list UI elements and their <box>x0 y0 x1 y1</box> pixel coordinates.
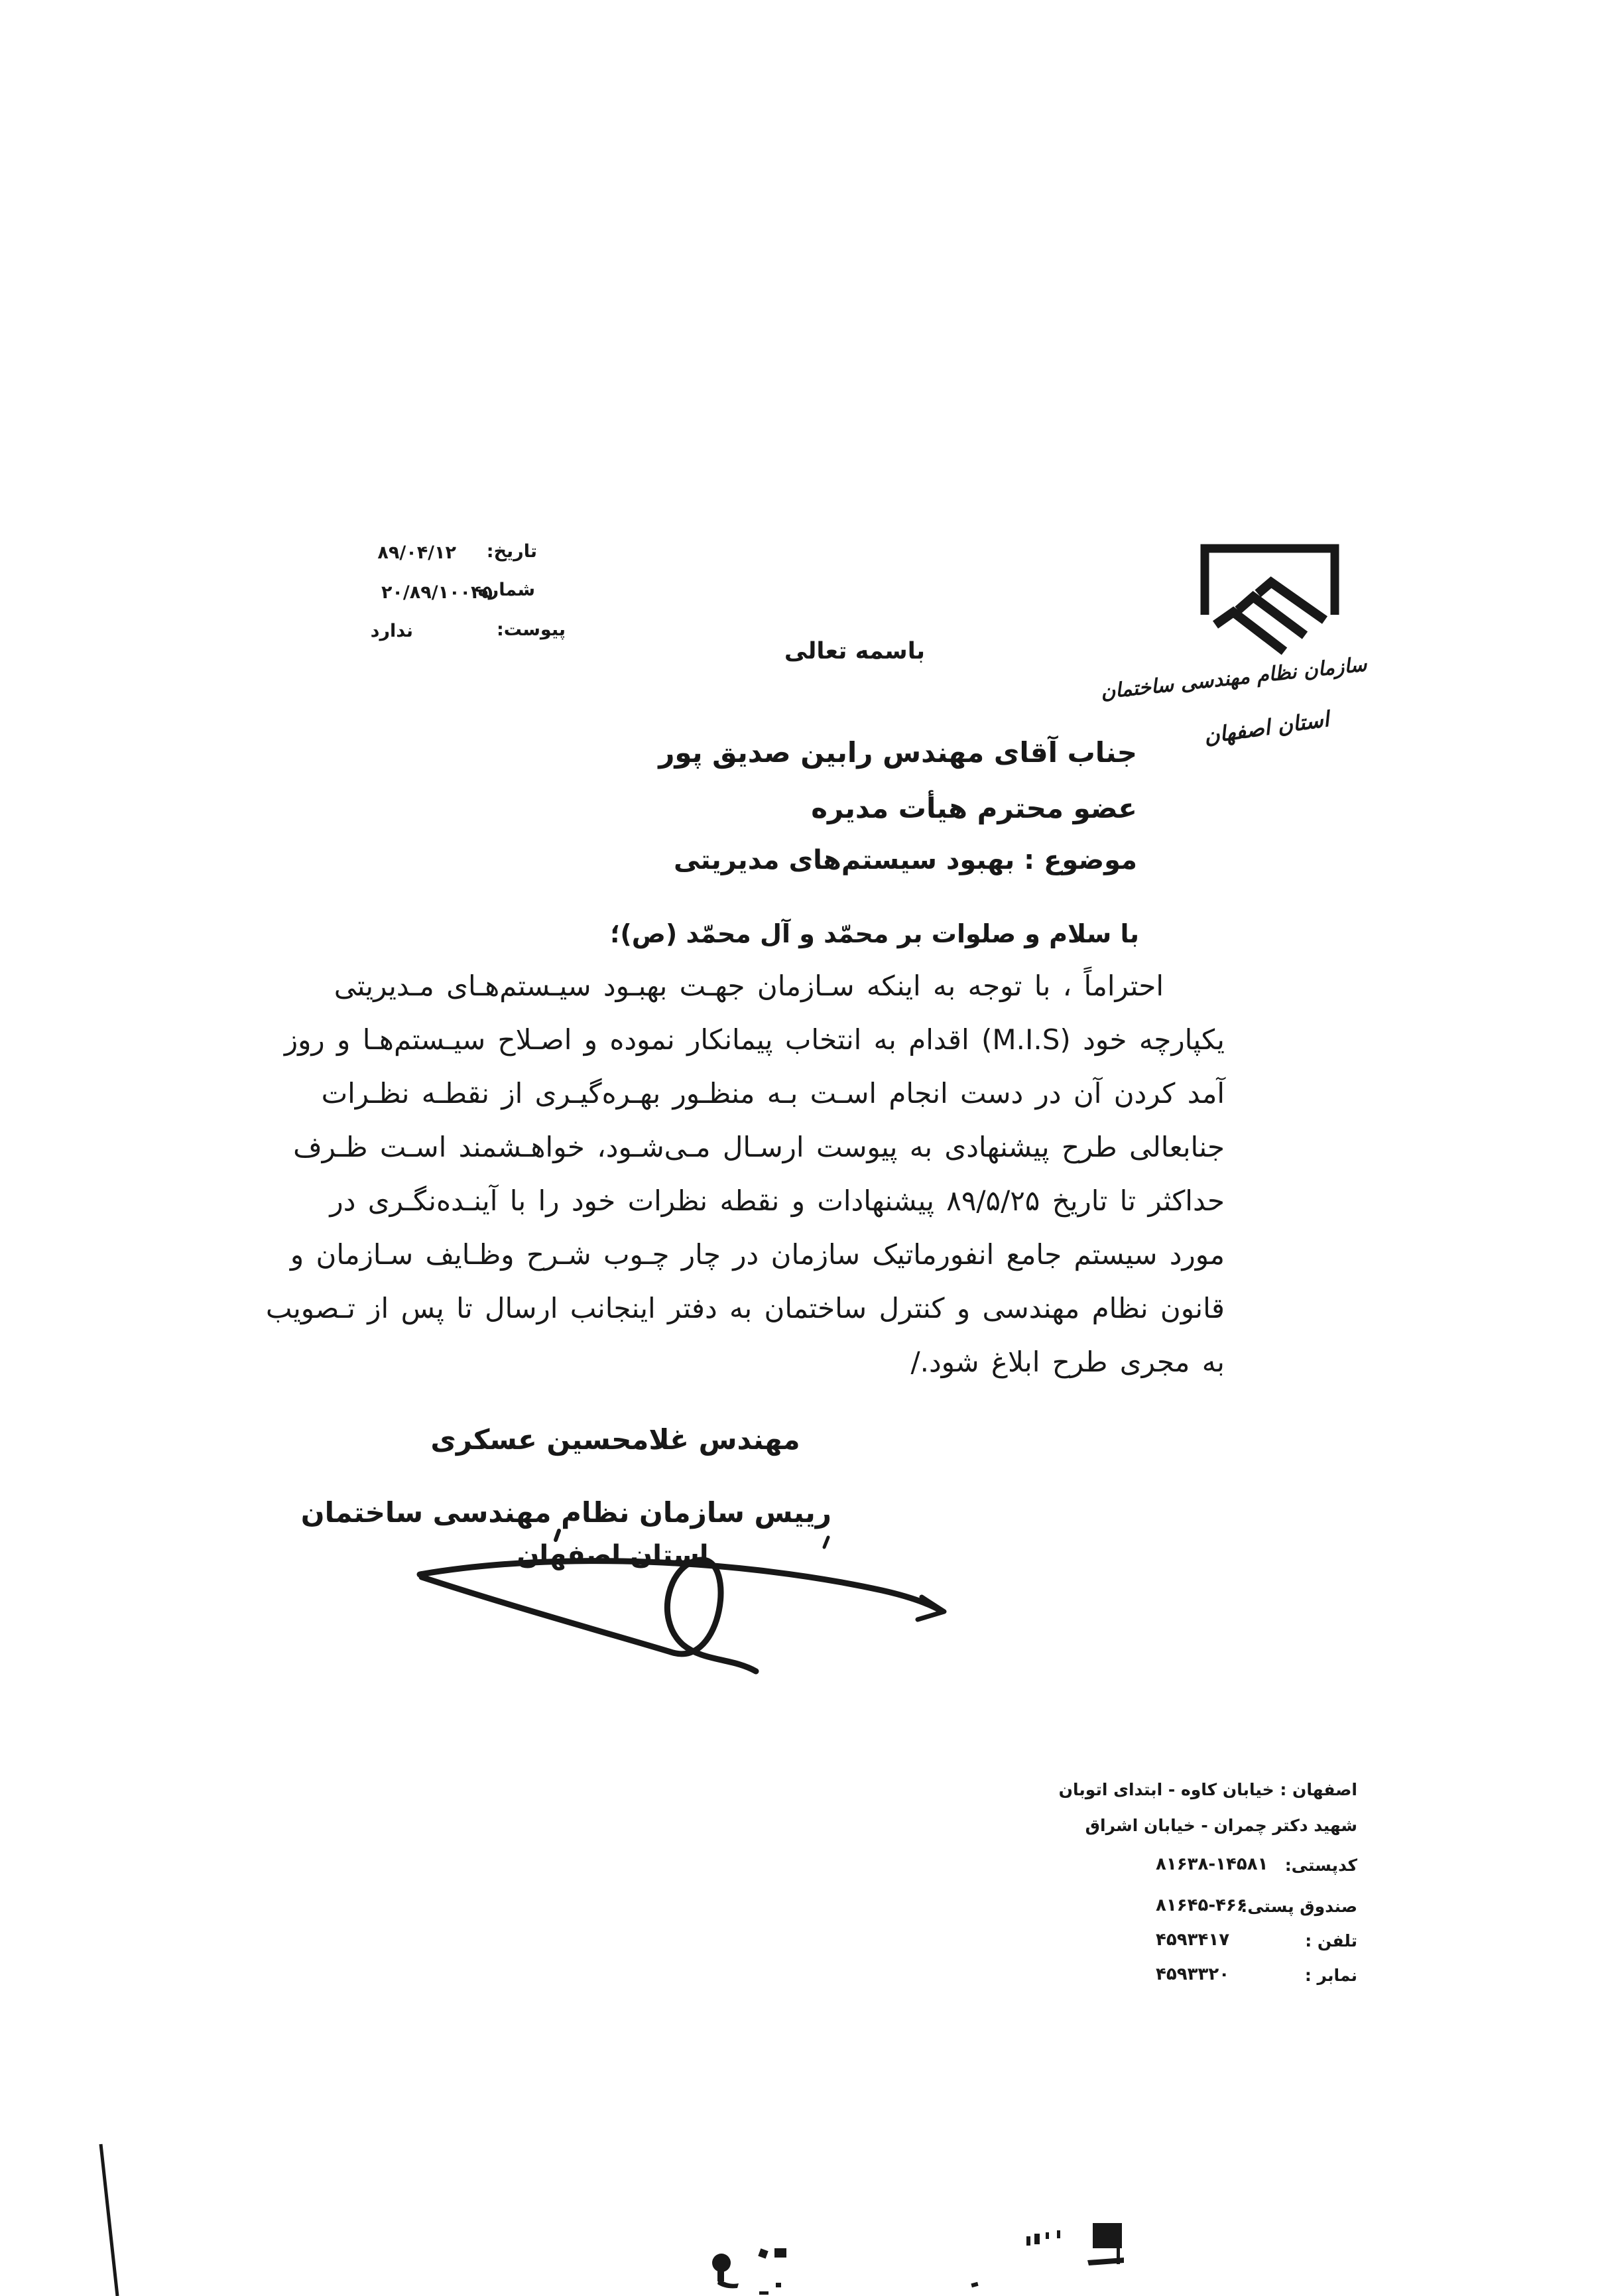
attachment-label: پیوست: <box>496 619 566 640</box>
date-label: تاریخ: <box>486 541 537 562</box>
subject-line: موضوع : بهبود سیستم‌های مدیریتی <box>673 845 1137 875</box>
body-line-2: یکپارچه خود (M.I.S) اقدام به انتخاب پیمانکار نموده و اصـلاح سیـستم‌هـا و روز <box>284 1023 1225 1056</box>
signer-province: استان اصفهان <box>517 1540 709 1570</box>
body-line-4: جنابعالی طرح پیشنهادی به پیوست ارسـال مـی‌شـود، خواهـشمند اسـت ظـرف <box>293 1131 1225 1163</box>
signer-title: رییس سازمان نظام مهندسی ساختمان <box>300 1496 831 1529</box>
body-line-7: قانون نظام مهندسی و کنترل ساختمان به دفتر اینجانب ارسال تا پس از تـصویب <box>265 1292 1225 1324</box>
number-label: شماره <box>477 580 535 600</box>
attachment-value: ندارد <box>370 621 413 641</box>
recipient-name: جناب آقای مهندس رابین صدیق پور <box>658 736 1137 769</box>
date-value: ۸۹/۰۴/۱۲ <box>377 542 456 563</box>
handwritten-signature-scribble-icon <box>371 1525 968 1711</box>
po-box-label: صندوق پستی: <box>1241 1897 1357 1916</box>
body-line-3: آمد کردن آن در دست انجام اسـت بـه منظـور بهـره‌گیـری از نقطـه نظـرات <box>321 1077 1225 1110</box>
fax-label: نمابر : <box>1304 1966 1357 1985</box>
number-value: ۲۰/۸۹/۱۰۰۴۵ <box>381 582 493 603</box>
scan-noise-marks-icon <box>66 2122 1194 2296</box>
signer-name: مهندس غلامحسین عسکری <box>430 1423 800 1456</box>
bismillah-heading: باسمه تعالی <box>784 638 925 665</box>
org-name-calligraphy: سازمان نظام مهندسی ساختمان <box>1099 653 1369 704</box>
phone-value: ۴۵۹۳۴۱۷ <box>1156 1930 1230 1950</box>
logo-building-frame-zigzag-icon <box>1200 544 1339 660</box>
fax-value: ۴۵۹۳۳۲۰ <box>1156 1964 1230 1984</box>
recipient-title: عضو محترم هیأت مدیره <box>811 792 1137 824</box>
body-line-5: حداکثر تا تاریخ ۸۹/۵/۲۵ پیشنهادات و نقطه نظرات خود را با آینـده‌نگـری در <box>330 1184 1225 1217</box>
salutation-line: با سلام و صلوات بر محمّد و آل محمّد (ص)؛ <box>610 919 1139 948</box>
body-line-1: احتراماً ، با توجه به اینکه سـازمان جهـت بهبـود سیـستم‌هـای مـدیریتی <box>334 970 1164 1002</box>
body-line-6: مورد سیستم جامع انفورماتیک سازمان در چار چـوب شـرح وظـایف سـازمان و <box>290 1238 1225 1271</box>
phone-label: تلفن : <box>1305 1931 1357 1950</box>
footer-address-line-2: شهید دکتر چمران - خیابان اشراق <box>1085 1816 1357 1835</box>
po-box-value: ۸۱۶۴۵-۴۶۶ <box>1156 1895 1247 1915</box>
org-province-calligraphy: استان اصفهان <box>1202 706 1331 749</box>
postal-code-value: ۸۱۶۳۸-۱۴۵۸۱ <box>1156 1854 1268 1874</box>
footer-address-line-1: اصفهان : خیابان کاوه - ابتدای اتوبان <box>1058 1780 1357 1799</box>
postal-code-label: کدپستی: <box>1284 1856 1357 1875</box>
body-line-8: به مجری طرح ابلاغ شود./ <box>910 1346 1225 1378</box>
